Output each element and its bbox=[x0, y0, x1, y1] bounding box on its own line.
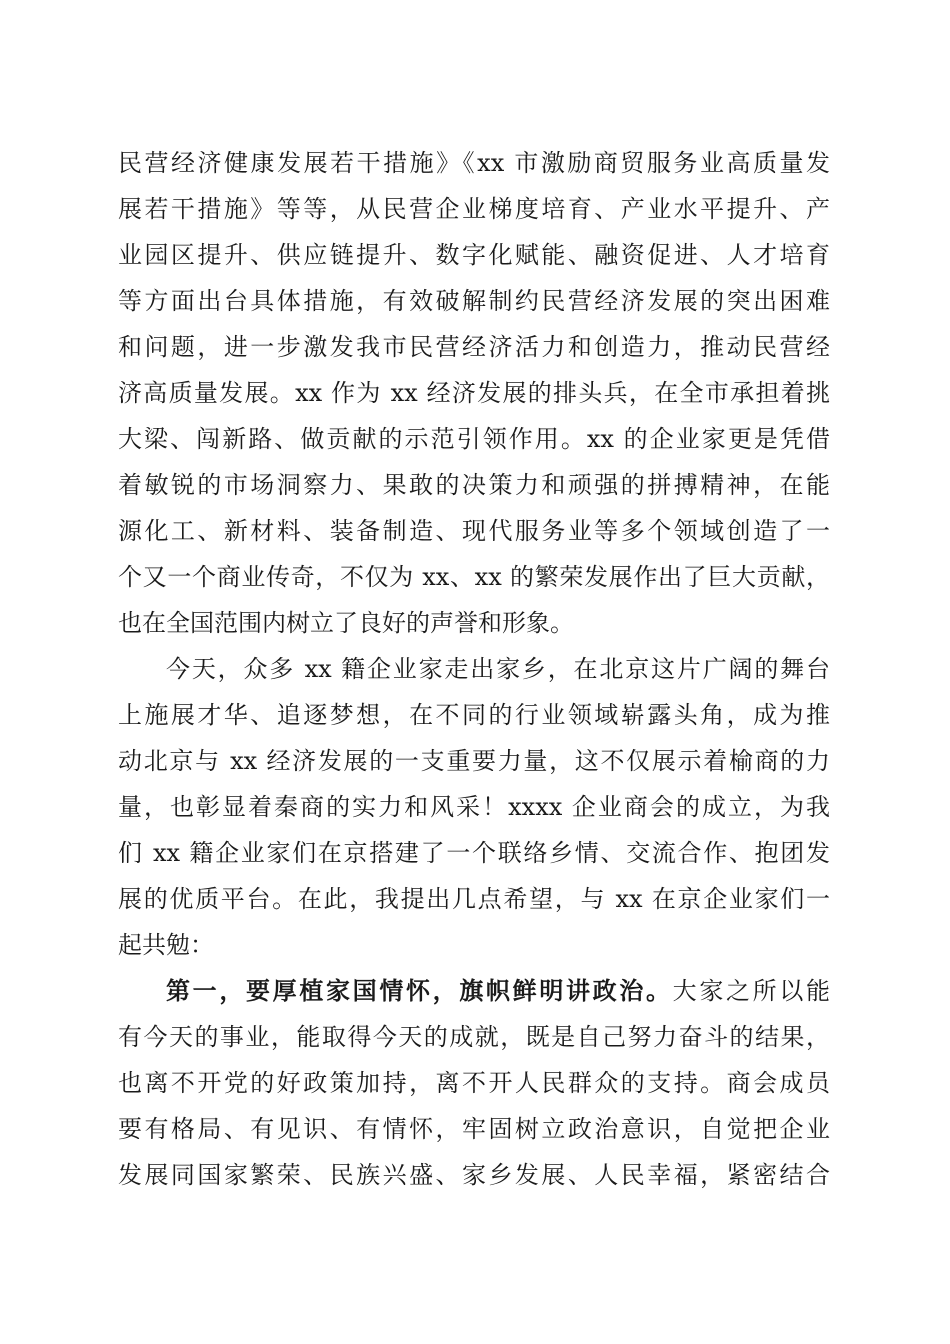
text-line: 展若干措施》等等，从民营企业梯度培育、产业水平提升、产 bbox=[118, 195, 830, 223]
paragraph-3 bbox=[118, 968, 830, 1198]
text-line: 要有格局、有见识、有情怀，牢固树立政治意识，自觉把企业 bbox=[118, 1115, 830, 1143]
text-line: 源化工、新材料、装备制造、现代服务业等多个领域创造了一 bbox=[118, 517, 830, 545]
section-heading: 第一，要厚植家国情怀，旗帜鲜明讲政治。 bbox=[166, 976, 673, 1005]
text-line: 大梁、闯新路、做贡献的示范引领作用。xx 的企业家更是凭借 bbox=[118, 425, 830, 453]
text-line: 展的优质平台。在此，我提出几点希望，与 xx 在京企业家们一 bbox=[118, 885, 830, 913]
text-line: 量，也彰显着秦商的实力和风采！xxxx 企业商会的成立，为我 bbox=[118, 793, 830, 821]
text-line: 着敏锐的市场洞察力、果敢的决策力和顽强的拼搏精神，在能 bbox=[118, 471, 830, 499]
text-line: 上施展才华、追逐梦想，在不同的行业领域崭露头角，成为推 bbox=[118, 701, 830, 729]
text-line: 等方面出台具体措施，有效破解制约民营经济发展的突出困难 bbox=[118, 287, 830, 315]
text-line: 发展同国家繁荣、民族兴盛、家乡发展、人民幸福，紧密结合 bbox=[118, 1161, 830, 1189]
text-line: 也在全国范围内树立了良好的声誉和形象。 bbox=[118, 609, 574, 637]
text-line: 也离不开党的好政策加持，离不开人民群众的支持。商会成员 bbox=[118, 1069, 830, 1097]
paragraph-2 bbox=[118, 646, 830, 968]
text-run: 大家之所以能 bbox=[672, 977, 830, 1005]
text-line: 动北京与 xx 经济发展的一支重要力量，这不仅展示着榆商的力 bbox=[118, 747, 830, 775]
text-line: 和问题，进一步激发我市民营经济活力和创造力，推动民营经 bbox=[118, 333, 830, 361]
text-line: 们 xx 籍企业家们在京搭建了一个联络乡情、交流合作、抱团发 bbox=[118, 839, 830, 867]
text-line: 民营经济健康发展若干措施》《xx 市激励商贸服务业高质量发 bbox=[118, 149, 830, 177]
text-line: 今天，众多 xx 籍企业家走出家乡，在北京这片广阔的舞台 bbox=[166, 655, 830, 683]
document-body bbox=[118, 140, 830, 1198]
text-line: 济高质量发展。xx 作为 xx 经济发展的排头兵，在全市承担着挑 bbox=[118, 379, 830, 407]
text-line: 起共勉： bbox=[118, 931, 214, 959]
text-line: 业园区提升、供应链提升、数字化赋能、融资促进、人才培育 bbox=[118, 241, 830, 269]
text-line bbox=[118, 968, 830, 1014]
paragraph-1 bbox=[118, 140, 830, 646]
text-line: 有今天的事业，能取得今天的成就，既是自己努力奋斗的结果， bbox=[118, 1023, 830, 1051]
text-line: 个又一个商业传奇，不仅为 xx、xx 的繁荣发展作出了巨大贡献， bbox=[118, 563, 830, 591]
